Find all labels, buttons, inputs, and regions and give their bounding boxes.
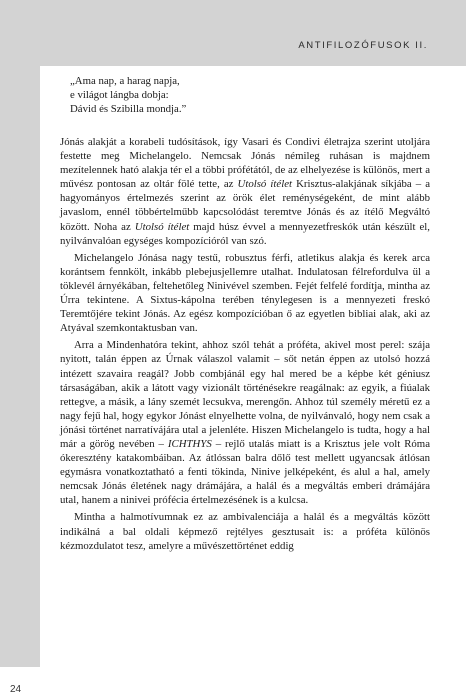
text-block [60, 72, 430, 553]
italic-title: Utolsó ítélet [134, 220, 190, 233]
epigraph [70, 74, 430, 116]
italic-title: Utolsó ítélet [237, 178, 292, 191]
page-number: 24 [10, 684, 22, 695]
text-run: Jónás alakját a korabeli tudósítások, így Vasari és Condivi életrajza szerint utoljára festette meg Michelangelo. Nemcsak Jónás némileg ruhásan is majdnem mezítelennek ható alakja tér el a többi prófétától, de az elhelyezése is különös, mert a művész pontosan az oltár fölé tette, az [60, 136, 430, 191]
text-run: Arra a Mindenhatóra tekint, ahhoz szól tehát a próféta, akivel most perel: szája nyitott, talán éppen az Úrnak válaszol valamit – sőt netán éppen az utolsó hozzá intézett szavaira reagál? Jobb combjánál egy hal mered be a képbe két géniusz társaságában, akik a látott vagy vizionált történésekre reagálnak: az egyik, a fiúalak rettegve, a másik, a lány szemét lecsukva, merengőn. Ahhoz túl személy méretű ez a nagy fejű hal, hogy egykor Jónást elnyelhette volna, de nyilvánvaló, hogy nem csak a jónási történet narratívájára utal a jelenléte. Hiszen Michelangelo is tudta, hogy a hal már a görög nevében – [60, 339, 430, 450]
side-band [0, 66, 40, 695]
paragraph [60, 251, 430, 336]
running-head: ANTIFILOZÓFUSOK II. [298, 40, 428, 51]
epigraph-line: „Ama nap, a harag napja, [70, 75, 180, 87]
paragraph [60, 338, 430, 507]
body-text [60, 135, 430, 553]
text-run: majd húsz évvel a mennyezetfreskók után készült el, nyilvánvalóan egységes kompozícióról van szó. [60, 220, 431, 247]
paragraph [60, 135, 430, 248]
text-run: Mintha a halmotívumnak ez az ambivalenciája a halál és a megváltás között indikálná a bal oldali képmező rejtélyes gesztusait is: a próféta különös kézmozdulatot tesz, amelyre a művészettörténet eddig [60, 511, 430, 552]
text-run: Krisztus-alakjának síkjába – a hagyományos értelmezés szerint az örök élet reménységeként, de mint alább javaslom, ennél többértelműbb kapcsolódást teremtve Jónás és az ítélő Megváltó között. Noha az [60, 178, 431, 233]
header-band [0, 0, 466, 66]
epigraph-line: e világot lángba dobja: [70, 89, 169, 101]
italic-term: ICHTHYS [167, 437, 212, 450]
epigraph-line: Dávid és Szibilla mondja.” [70, 103, 187, 115]
paragraph [60, 510, 430, 552]
text-run: Michelangelo Jónása nagy testű, robusztus férfi, atletikus alakja és kerek arca korántsem fennkölt, inkább plebejusjellemre utalhat. Indulatosan félrefordulva ül a töklevél árnyékában, feltehetőleg Ninivével szemben. Fejét felfelé fordítja, mintha az Úrra tekintene. A Sixtus-kápolna terében ténylegesen is a mennyezeti freskó Teremtőjére tekint Jónás. Az egész kompozícióban ő az egyetlen bibliai alak, aki az Atyával szemkontaktusban van. [60, 251, 430, 335]
text-run: – rejlő utalás miatt is a Krisztus jele volt Róma ókeresztény katakombáiban. Az átlóssan balra dőlő test mellett ugyancsak átlósan egymásra vonatkoztatható a fenti tökinda, Ninive jelképeként, és alul a hal, amely nemcsak Jónás életének nagy drámájára, a halál és a megváltás emberi drámájára utal, hanem a ninivei prófécia értelmezésének is a kulcsa. [60, 437, 430, 507]
